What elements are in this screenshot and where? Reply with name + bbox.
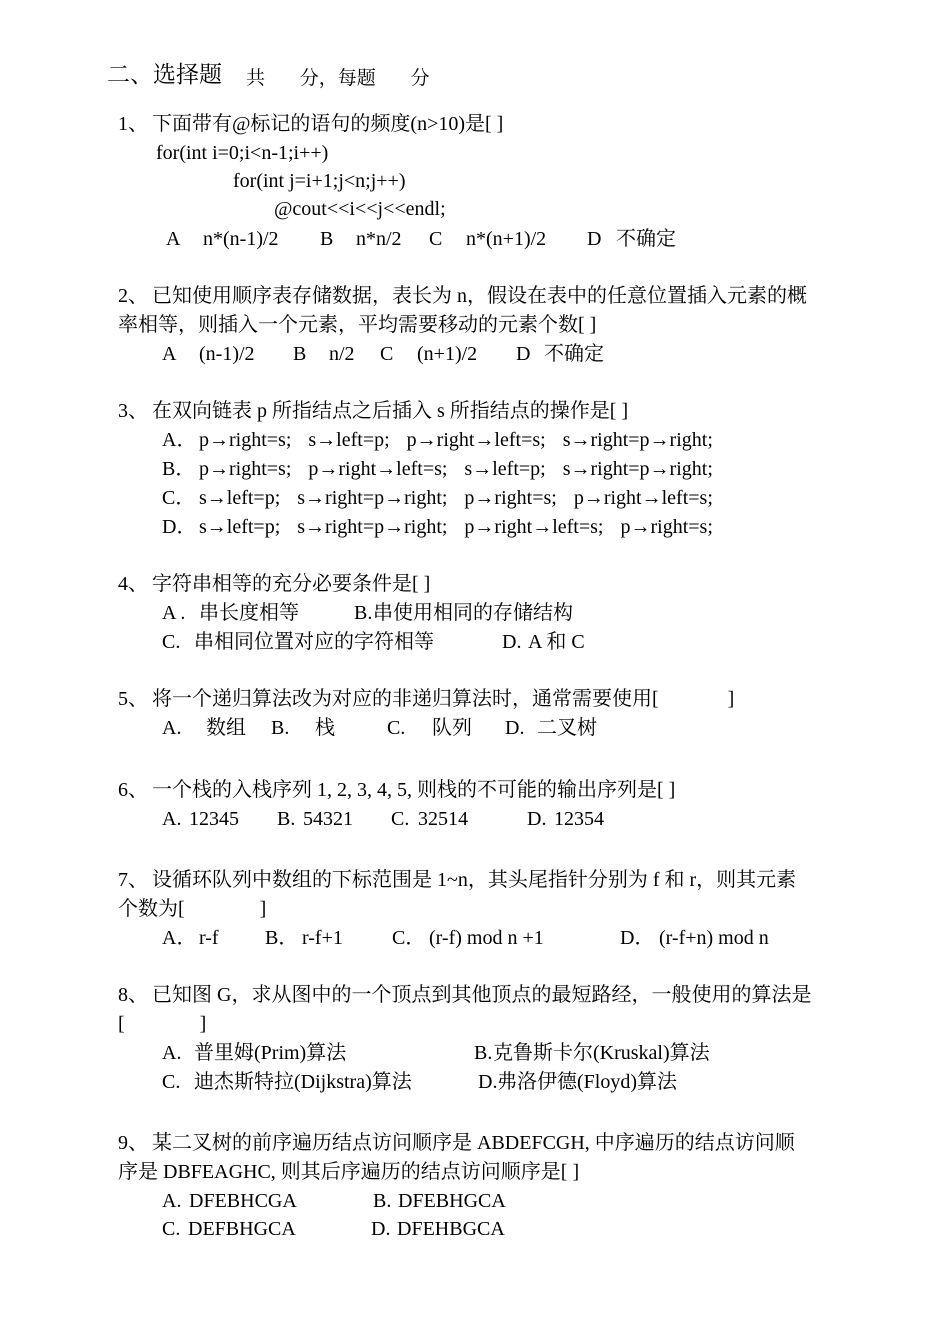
question-stem: 在双向链表 p 所指结点之后插入 s 所指结点的操作是[ ]: [152, 400, 629, 422]
option-letter: D: [587, 228, 602, 250]
option-letter: B．: [162, 458, 196, 480]
option-letter: D．: [620, 927, 655, 949]
option-text: s→left=p; s→right=p→right; p→right=s; p→right→left=s;: [199, 487, 713, 509]
option-letter: C.: [387, 717, 406, 739]
option-text: s→left=p; s→right=p→right; p→right→left=s; p→right=s;: [199, 516, 713, 538]
option-letter: D.: [505, 717, 525, 739]
question-number: 4、: [118, 573, 148, 595]
option-letter: B.: [277, 808, 296, 830]
option-letter: B.: [271, 717, 290, 739]
code-line: for(int j=i+1;j<n;j++): [233, 170, 406, 192]
option-text: n*(n-1)/2: [203, 228, 279, 250]
option-text: 串相同位置对应的字符相等: [194, 631, 434, 653]
option-text: 54321: [303, 808, 353, 830]
question-stem: 下面带有@标记的语句的频度(n>10)是[ ]: [152, 113, 504, 135]
option-letter: D.: [502, 631, 522, 653]
question-number: 7、: [118, 869, 148, 891]
option-text: r-f+1: [302, 927, 343, 949]
option-letter: C．: [392, 927, 426, 949]
question-number: 9、: [118, 1132, 148, 1154]
option-letter: D．: [162, 516, 197, 538]
option-text: DFEBHCGA: [189, 1190, 297, 1212]
question-number: 3、: [118, 400, 148, 422]
option-letter: A.: [162, 1190, 182, 1212]
option-letter: A: [162, 343, 177, 365]
question-stem: 字符串相等的充分必要条件是[ ]: [152, 573, 431, 595]
option-letter: B.: [373, 1190, 392, 1212]
question-number: 1、: [118, 113, 148, 135]
option-text: A 和 C: [528, 631, 585, 653]
code-line: for(int i=0;i<n-1;i++): [156, 142, 329, 164]
question-stem: [ ]: [118, 1013, 207, 1035]
option-text: 队列: [432, 717, 472, 739]
option-text: 32514: [418, 808, 468, 830]
question-number: 5、: [118, 688, 148, 710]
option-text: DFEHBGCA: [397, 1218, 505, 1240]
option-letter: A.: [162, 1042, 182, 1064]
option-letter: C．: [162, 487, 196, 509]
option-letter: C: [429, 228, 443, 250]
option-text: 串长度相等: [199, 602, 299, 624]
option-text: (n+1)/2: [417, 343, 478, 365]
option-letter: C.: [162, 631, 181, 653]
option-text: 栈: [315, 717, 335, 739]
option-text: p→right=s; p→right→left=s; s→left=p; s→right=p→right;: [199, 458, 713, 480]
question-stem: 序是 DBFEAGHC, 则其后序遍历的结点访问顺序是[ ]: [118, 1161, 580, 1183]
question-number: 2、: [118, 285, 148, 307]
option-text: n/2: [329, 343, 355, 365]
option-text: 弗洛伊德(Floyd)算法: [497, 1071, 677, 1093]
option-text: (r-f) mod n +1: [429, 927, 544, 949]
option-letter: B．: [265, 927, 299, 949]
option-text: p→right=s; s→left=p; p→right→left=s; s→right=p→right;: [199, 429, 713, 451]
option-letter: D.: [527, 808, 547, 830]
option-letter: D.: [371, 1218, 391, 1240]
option-letter: A．: [162, 927, 197, 949]
question-stem: 率相等，则插入一个元素，平均需要移动的元素个数[ ]: [118, 314, 597, 336]
option-letter: D.: [478, 1071, 498, 1093]
option-letter: A.: [162, 808, 182, 830]
option-text: (r-f+n) mod n: [659, 927, 769, 949]
option-text: (n-1)/2: [199, 343, 255, 365]
option-letter: B.: [474, 1042, 493, 1064]
question-stem: 已知图 G，求从图中的一个顶点到其他顶点的最短路经，一般使用的算法是: [152, 984, 812, 1006]
option-text: 二叉树: [537, 717, 597, 739]
question-number: 6、: [118, 779, 148, 801]
code-line: @cout<<i<<j<<endl;: [274, 198, 446, 220]
option-text: r-f: [199, 927, 219, 949]
option-letter: A．: [162, 429, 197, 451]
option-letter: A.: [162, 717, 182, 739]
option-letter: A .: [162, 602, 186, 624]
option-letter: C.: [162, 1218, 181, 1240]
option-letter: B: [320, 228, 334, 250]
option-text: 数组: [206, 717, 246, 739]
option-text: DEFBHGCA: [188, 1218, 296, 1240]
option-letter: C.: [162, 1071, 181, 1093]
option-text: 12345: [189, 808, 239, 830]
option-text: 迪杰斯特拉(Dijkstra)算法: [194, 1071, 412, 1093]
option-letter: B.: [354, 602, 373, 624]
question-stem: 某二叉树的前序遍历结点访问顺序是 ABDEFCGH, 中序遍历的结点访问顺: [152, 1132, 795, 1154]
question-stem: 将一个递归算法改为对应的非递归算法时，通常需要使用[ ]: [152, 688, 735, 710]
option-letter: B: [293, 343, 307, 365]
option-text: n*(n+1)/2: [466, 228, 547, 250]
option-text: 克鲁斯卡尔(Kruskal)算法: [493, 1042, 710, 1064]
option-text: 不确定: [544, 343, 604, 365]
option-text: DFEBHGCA: [398, 1190, 506, 1212]
option-text: 12354: [554, 808, 604, 830]
option-letter: A: [166, 228, 181, 250]
section-scoring: 共 分，每题 分: [246, 68, 430, 89]
question-number: 8、: [118, 984, 148, 1006]
option-text: 串使用相同的存储结构: [373, 602, 573, 624]
option-text: n*n/2: [356, 228, 402, 250]
question-stem: 设循环队列中数组的下标范围是 1~n，其头尾指针分别为 f 和 r，则其元素: [152, 869, 797, 891]
option-letter: D: [516, 343, 531, 365]
option-text: 不确定: [616, 228, 676, 250]
option-letter: C: [380, 343, 394, 365]
question-stem: 个数为[ ]: [118, 898, 267, 920]
question-stem: 已知使用顺序表存储数据，表长为 n，假设在表中的任意位置插入元素的概: [152, 285, 807, 307]
option-text: 普里姆(Prim)算法: [194, 1042, 347, 1064]
section-title: 二、选择题: [107, 62, 222, 87]
option-letter: C.: [391, 808, 410, 830]
question-stem: 一个栈的入栈序列 1, 2, 3, 4, 5, 则栈的不可能的输出序列是[ ]: [152, 779, 676, 801]
